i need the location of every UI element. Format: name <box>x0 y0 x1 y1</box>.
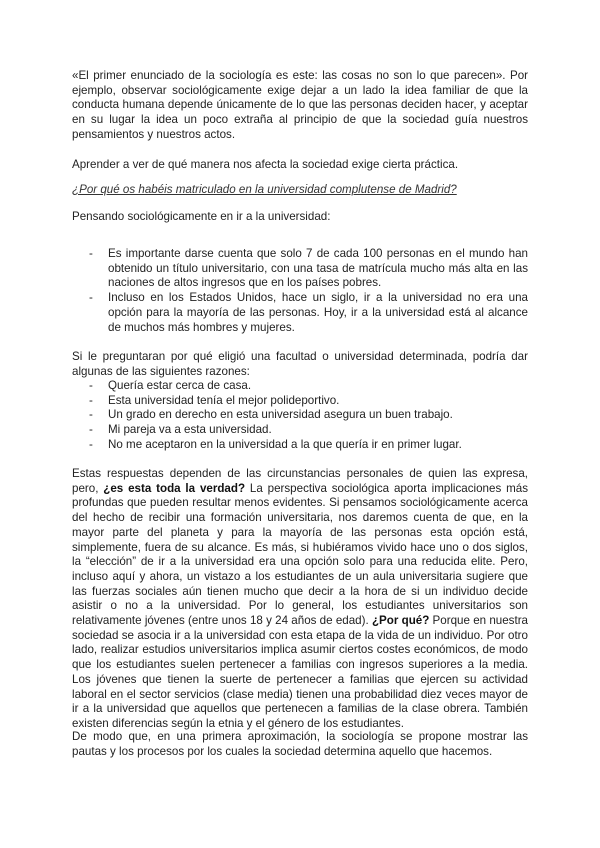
list-item <box>72 438 528 453</box>
list-item <box>72 408 528 423</box>
bullet-dash: - <box>89 291 93 305</box>
text-segment: Porque en nuestra sociedad se asocia ir a la universidad con esta etapa de la vida de un individuo. Por otro lado, realizar estudios universitarios implica asumir ciertos costes económicos, de modo que los estudiantes suelen pertenecer a familias con ingresos superiores a la media. Los jóvenes que tienen la suerte de pertenecer a familias que ejercen su actividad laboral en el sector servicios (clase media) tienen una probabilidad diez veces mayor de ir a la universidad que aquellos que pertenecen a familias de la clase obrera. También existen diferencias según la etnia y el género de los estudiantes. <box>72 614 529 730</box>
list-item-text: Mi pareja va a esta universidad. <box>108 423 272 437</box>
section-heading: ¿Por qué os habéis matriculado en la universidad complutense de Madrid? <box>72 183 457 196</box>
conclusion-paragraph: De modo que, en una primera aproximación, la sociología se propone mostrar las pautas y los procesos por los cuales la sociedad determina aquello que hacemos. <box>72 730 528 758</box>
text-segment: Estas respuestas dependen de las circunstancias personales de quien las expresa, pero, <box>72 467 528 495</box>
bold-question: ¿Por qué? <box>371 614 430 628</box>
facts-list <box>72 247 528 335</box>
bullet-dash: - <box>89 423 93 437</box>
bullet-dash: - <box>89 393 93 407</box>
intro-paragraph: «El primer enunciado de la sociología es este: las cosas no son lo que parecen». Por ejemplo, observar sociológicamente exige dejar a un lado la idea familiar de que la conducta humana depende únicamente de lo que las personas deciden hacer, y aceptar en su lugar la idea un poco extraña al principio de que la sociedad guía nuestros pensamientos y nuestros actos. <box>72 69 528 141</box>
reasons-list <box>72 379 528 453</box>
list-item-text: Un grado en derecho en esta universidad asegura un buen trabajo. <box>108 408 453 422</box>
text-segment: La perspectiva sociológica aporta implicaciones más profundas que pueden resultar menos evidentes. Si pensamos sociológicamente acerca del hecho de recibir una formación universitaria, nos daremos cuenta de que, en la mayor parte del planeta y para la mayoría de las personas esta opción está, simplemente, fuera de su alcance. Es más, si hubiéramos vivido hace uno o dos siglos, la “elección” de ir a la universidad era una opción solo para una reducida elite. Pero, incluso aquí y ahora, un vistazo a los estudiantes de un aula universitaria sugiere que las fuerzas sociales aún tienen mucho que decir a la hora de si un individuo decide asistir o no a la universidad. Por lo general, los estudiantes universitarios son relativamente jóvenes (entre unos 18 y 24 años de edad). <box>72 481 528 628</box>
list-item <box>72 423 528 438</box>
list-item-text: Quería estar cerca de casa. <box>108 379 252 392</box>
list-item <box>72 291 528 335</box>
bullet-dash: - <box>89 408 93 422</box>
bullet-dash: - <box>89 437 93 451</box>
list-item <box>72 394 528 409</box>
list-item <box>72 379 528 394</box>
reasons-intro-paragraph: Si le preguntaran por qué eligió una facultad o universidad determinada, podría dar algunas de las siguientes razones: <box>72 350 528 378</box>
list-item-text: No me aceptaron en la universidad a la que quería ir en primer lugar. <box>108 437 462 451</box>
list-item <box>72 247 528 291</box>
bold-question: ¿es esta toda la verdad? <box>103 481 246 495</box>
bullet-dash: - <box>89 379 93 392</box>
list-item-text: Es importante darse cuenta que solo 7 de cada 100 personas en el mundo han obtenido un título universitario, con una tasa de matrícula mucho más alta en las naciones de altos ingresos que en los países pobres. <box>108 247 528 290</box>
list-item-text: Esta universidad tenía el mejor polideportivo. <box>108 393 340 407</box>
bullet-dash: - <box>89 247 93 260</box>
practice-paragraph: Aprender a ver de qué manera nos afecta la sociedad exige cierta práctica. <box>72 158 459 171</box>
analysis-paragraph <box>72 467 528 732</box>
thinking-paragraph: Pensando sociológicamente en ir a la universidad: <box>72 210 331 223</box>
list-item-text: Incluso en los Estados Unidos, hace un siglo, ir a la universidad no era una opción para la mayoría de las personas. Hoy, ir a la universidad está al alcance de muchos más hombres y mujeres. <box>108 291 528 334</box>
